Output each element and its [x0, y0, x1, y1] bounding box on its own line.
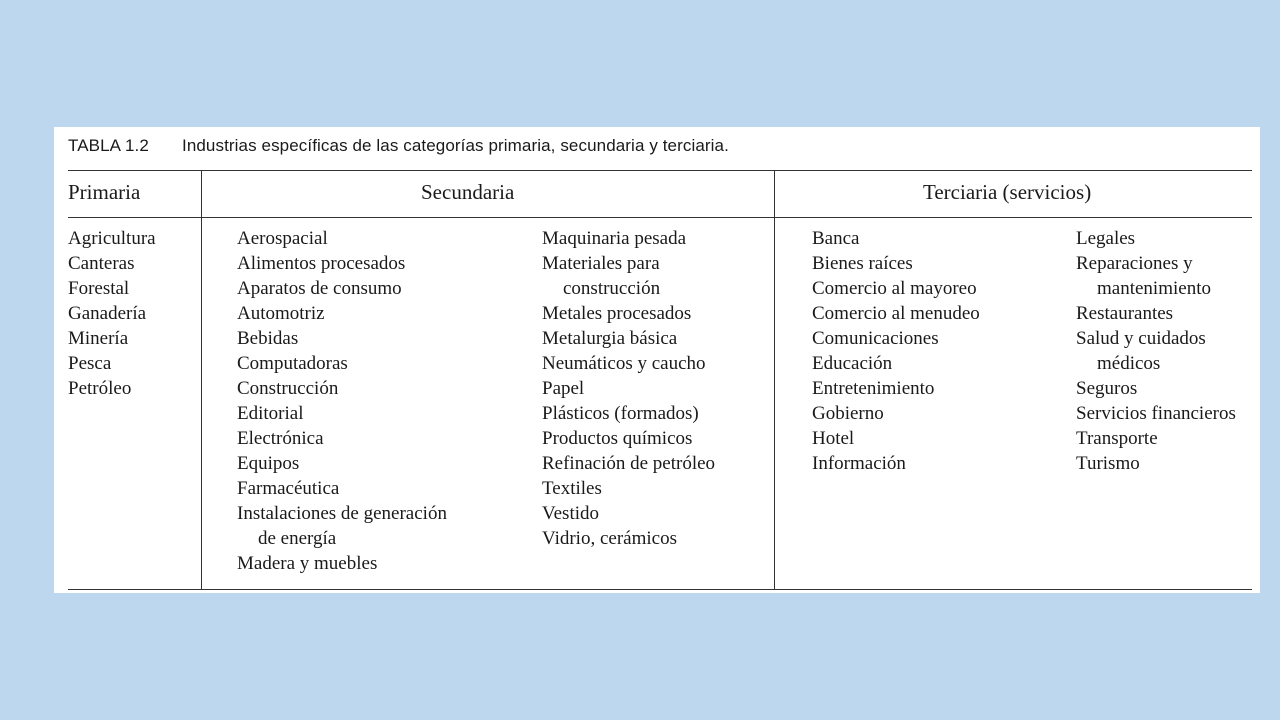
list-item: Electrónica: [237, 428, 324, 449]
list-item: Legales: [1076, 228, 1136, 249]
bottom-rule: [68, 589, 1252, 590]
column-divider-secundaria: [774, 171, 775, 589]
list-item: Ganadería: [68, 303, 147, 324]
list-item: Transporte: [1076, 428, 1158, 449]
list-item: Información: [812, 453, 906, 474]
list-item: Materiales para: [542, 253, 660, 274]
list-item: Farmacéutica: [237, 478, 340, 499]
header-rule: [68, 217, 1252, 218]
list-item: Plásticos (formados): [542, 403, 699, 424]
table-title: Industrias específicas de las categorías primaria, secundaria y terciaria.: [182, 136, 729, 155]
terciaria-list-2: [1076, 226, 1236, 476]
list-item: Petróleo: [68, 378, 132, 399]
list-item-continuation: mantenimiento: [1097, 278, 1211, 299]
list-item: Gobierno: [812, 403, 884, 424]
list-item: Automotriz: [237, 303, 325, 324]
list-item: Seguros: [1076, 378, 1138, 399]
table-number: TABLA 1.2: [68, 136, 149, 155]
table-caption: [68, 136, 729, 156]
list-item: Banca: [812, 228, 860, 249]
header-terciaria: Terciaria (servicios): [923, 180, 1092, 204]
list-item: Refinación de petróleo: [542, 453, 716, 474]
list-item: Vidrio, cerámicos: [542, 528, 677, 549]
list-item: Neumáticos y caucho: [542, 353, 706, 374]
table-panel: [54, 127, 1260, 593]
list-item: Vestido: [542, 503, 599, 524]
secundaria-list-1: [237, 226, 447, 576]
list-item-continuation: de energía: [258, 528, 337, 549]
list-item: Computadoras: [237, 353, 348, 374]
list-item: Alimentos procesados: [237, 253, 406, 274]
list-item: Bebidas: [237, 328, 299, 349]
list-item: Comercio al mayoreo: [812, 278, 977, 299]
list-item: Hotel: [812, 428, 855, 449]
list-item-continuation: médicos: [1097, 353, 1161, 374]
list-item: Aerospacial: [237, 228, 328, 249]
list-item: Comercio al menudeo: [812, 303, 980, 324]
column-divider-primaria: [201, 171, 202, 589]
terciaria-list-1: [812, 226, 980, 476]
header-secundaria: Secundaria: [421, 180, 515, 204]
list-item: Agricultura: [68, 228, 156, 249]
list-item: Entretenimiento: [812, 378, 935, 399]
list-item: Editorial: [237, 403, 304, 424]
list-item: Restaurantes: [1076, 303, 1174, 324]
list-item: Aparatos de consumo: [237, 278, 402, 299]
list-item: Comunicaciones: [812, 328, 939, 349]
list-item: Reparaciones y: [1076, 253, 1193, 274]
list-item: Madera y muebles: [237, 553, 378, 574]
list-item: Forestal: [68, 278, 130, 299]
list-item: Construcción: [237, 378, 339, 399]
list-item: Bienes raíces: [812, 253, 913, 274]
list-item: Papel: [542, 378, 585, 399]
primaria-list: [68, 226, 156, 401]
list-item: Productos químicos: [542, 428, 693, 449]
list-item: Instalaciones de generación: [237, 503, 447, 524]
header-primaria: Primaria: [68, 180, 141, 204]
list-item: Equipos: [237, 453, 300, 474]
secundaria-list-2: [542, 226, 715, 551]
list-item-continuation: construcción: [563, 278, 661, 299]
list-item: Maquinaria pesada: [542, 228, 687, 249]
list-item: Servicios financieros: [1076, 403, 1236, 424]
list-item: Salud y cuidados: [1076, 328, 1206, 349]
list-item: Turismo: [1076, 453, 1140, 474]
top-rule: [68, 170, 1252, 171]
list-item: Minería: [68, 328, 129, 349]
list-item: Textiles: [542, 478, 602, 499]
list-item: Pesca: [68, 353, 112, 374]
list-item: Metales procesados: [542, 303, 692, 324]
list-item: Metalurgia básica: [542, 328, 678, 349]
list-item: Canteras: [68, 253, 135, 274]
list-item: Educación: [812, 353, 893, 374]
